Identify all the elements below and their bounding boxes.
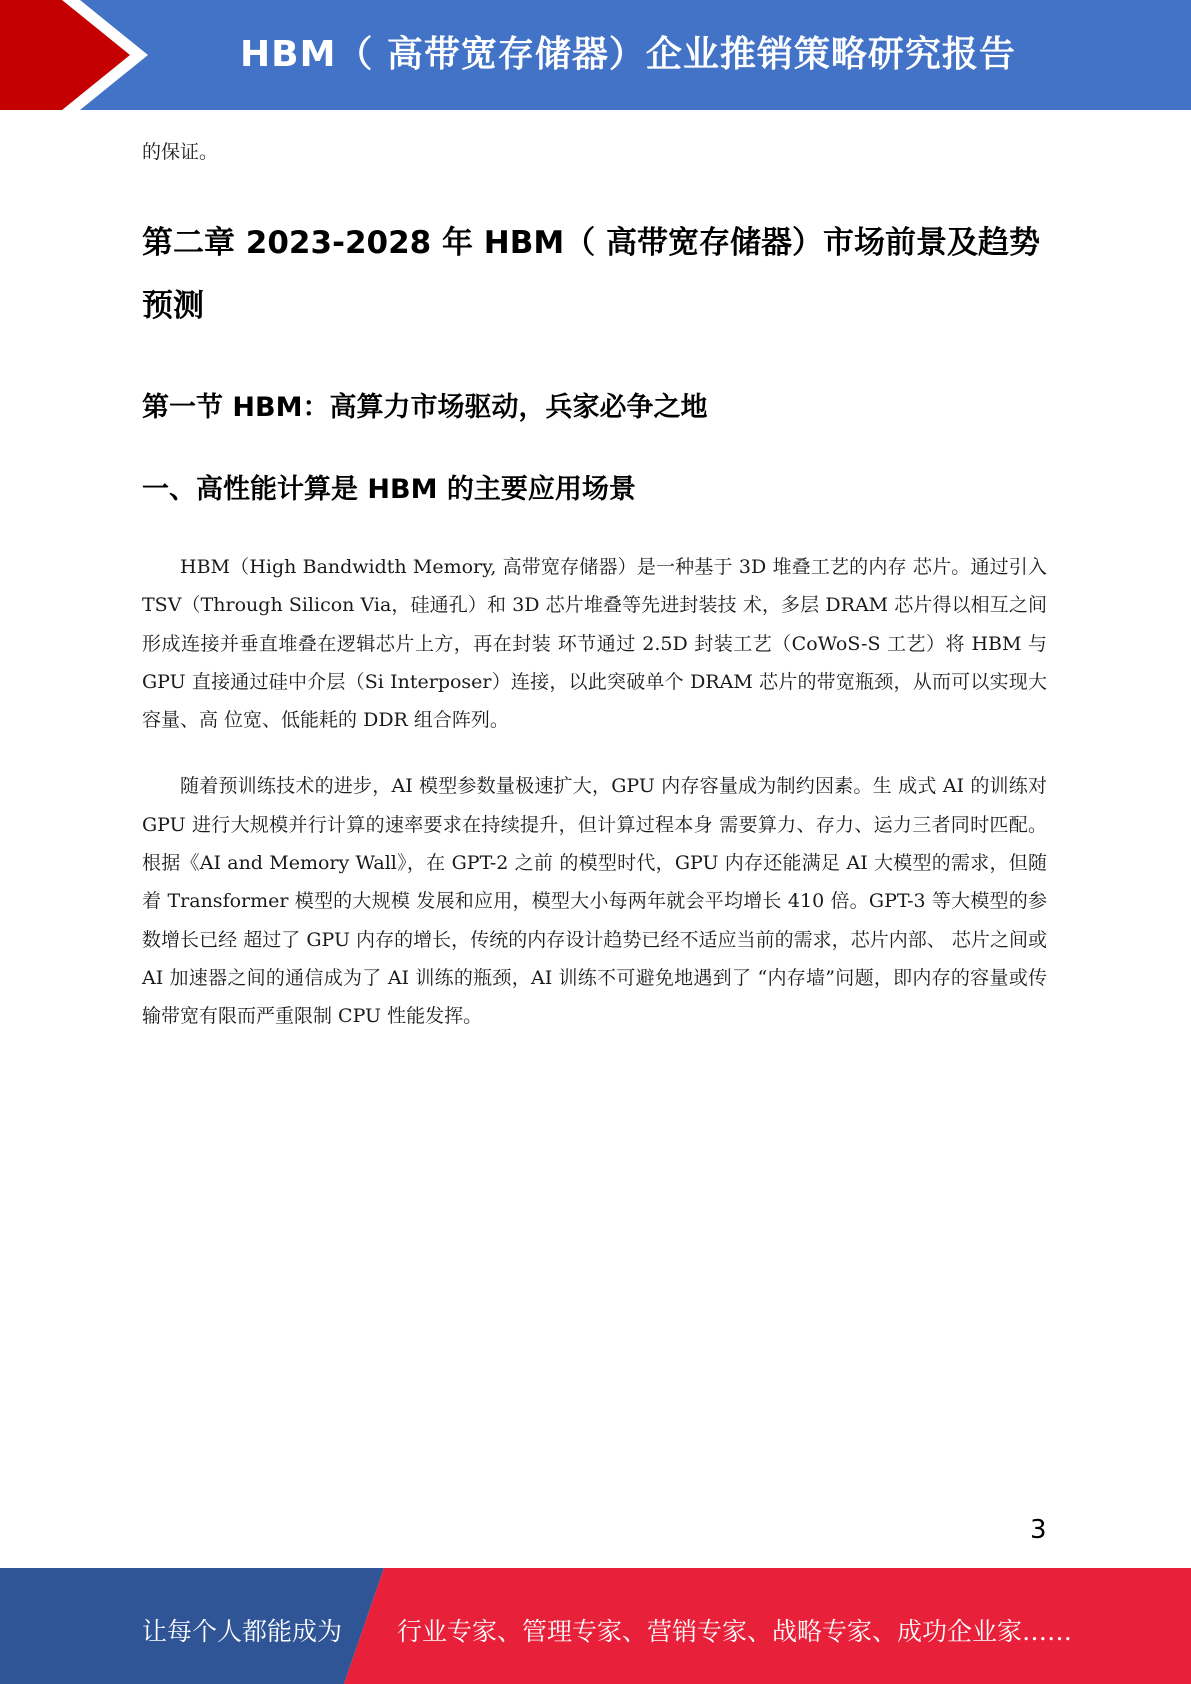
footer-slogan-right: 行业专家、管理专家、营销专家、战略专家、成功企业家…… [397,1617,1073,1646]
continued-text: 的保证。 [142,141,219,163]
chapter-title: 第二章 2023-2028 年 HBM（ 高带宽存储器）市场前景及趋势预测 [142,225,1041,324]
subsection-title: 一、高性能计算是 HBM 的主要应用场景 [142,474,636,505]
page-number: 3 [1030,1515,1047,1545]
header-title: HBM（ 高带宽存储器）企业推销策略研究报告 [240,34,1016,75]
footer-slogan-left: 让每个人都能成为 [142,1617,343,1646]
paragraph-hbm-definition: HBM（High Bandwidth Memory, 高带宽存储器）是一种基于 3D 堆叠工艺的内存 芯片。通过引入 TSV（Through Silicon Via，硅通孔）和 3D 芯片堆叠等先进封装技 术，多层 DRAM 芯片得以相互之间形成连接并垂直堆叠在逻辑芯片上方，再在封装 环节通过 2.5D 封装工艺（CoWoS-S 工艺）将 HBM 与 GPU 直接通过硅中介层（Si Interposer）连接，以此突破单个 DRAM 芯片的带宽瓶颈，从而可以实现大容量、高 位宽、低能耗的 DDR 组合阵列。 [142,556,1047,732]
header-arrow-decoration [0,0,150,110]
page-header [0,0,1191,110]
section-title: 第一节 HBM：高算力市场驱动，兵家必争之地 [142,392,708,423]
paragraph-memory-wall: 随着预训练技术的进步，AI 模型参数量极速扩大，GPU 内存容量成为制约因素。生 成式 AI 的训练对 GPU 进行大规模并行计算的速率要求在持续提升，但计算过程本身 需要算力、存力、运力三者同时匹配。根据《AI and Memory Wall》，在 GPT-2 之前 的模型时代，GPU 内存还能满足 AI 大模型的需求，但随着 Transformer 模型的大规模 发展和应用，模型大小每两年就会平均增长 410 倍。GPT-3 等大模型的参数增长已经 超过了 GPU 内存的增长，传统的内存设计趋势已经不适应当前的需求，芯片内部、 芯片之间或 AI 加速器之间的通信成为了 AI 训练的瓶颈，AI 训练不可避免地遇到了 “内存墙”问题，即内存的容量或传输带宽有限而严重限制 CPU 性能发挥。 [142,775,1047,1028]
main-content [142,132,1047,1036]
